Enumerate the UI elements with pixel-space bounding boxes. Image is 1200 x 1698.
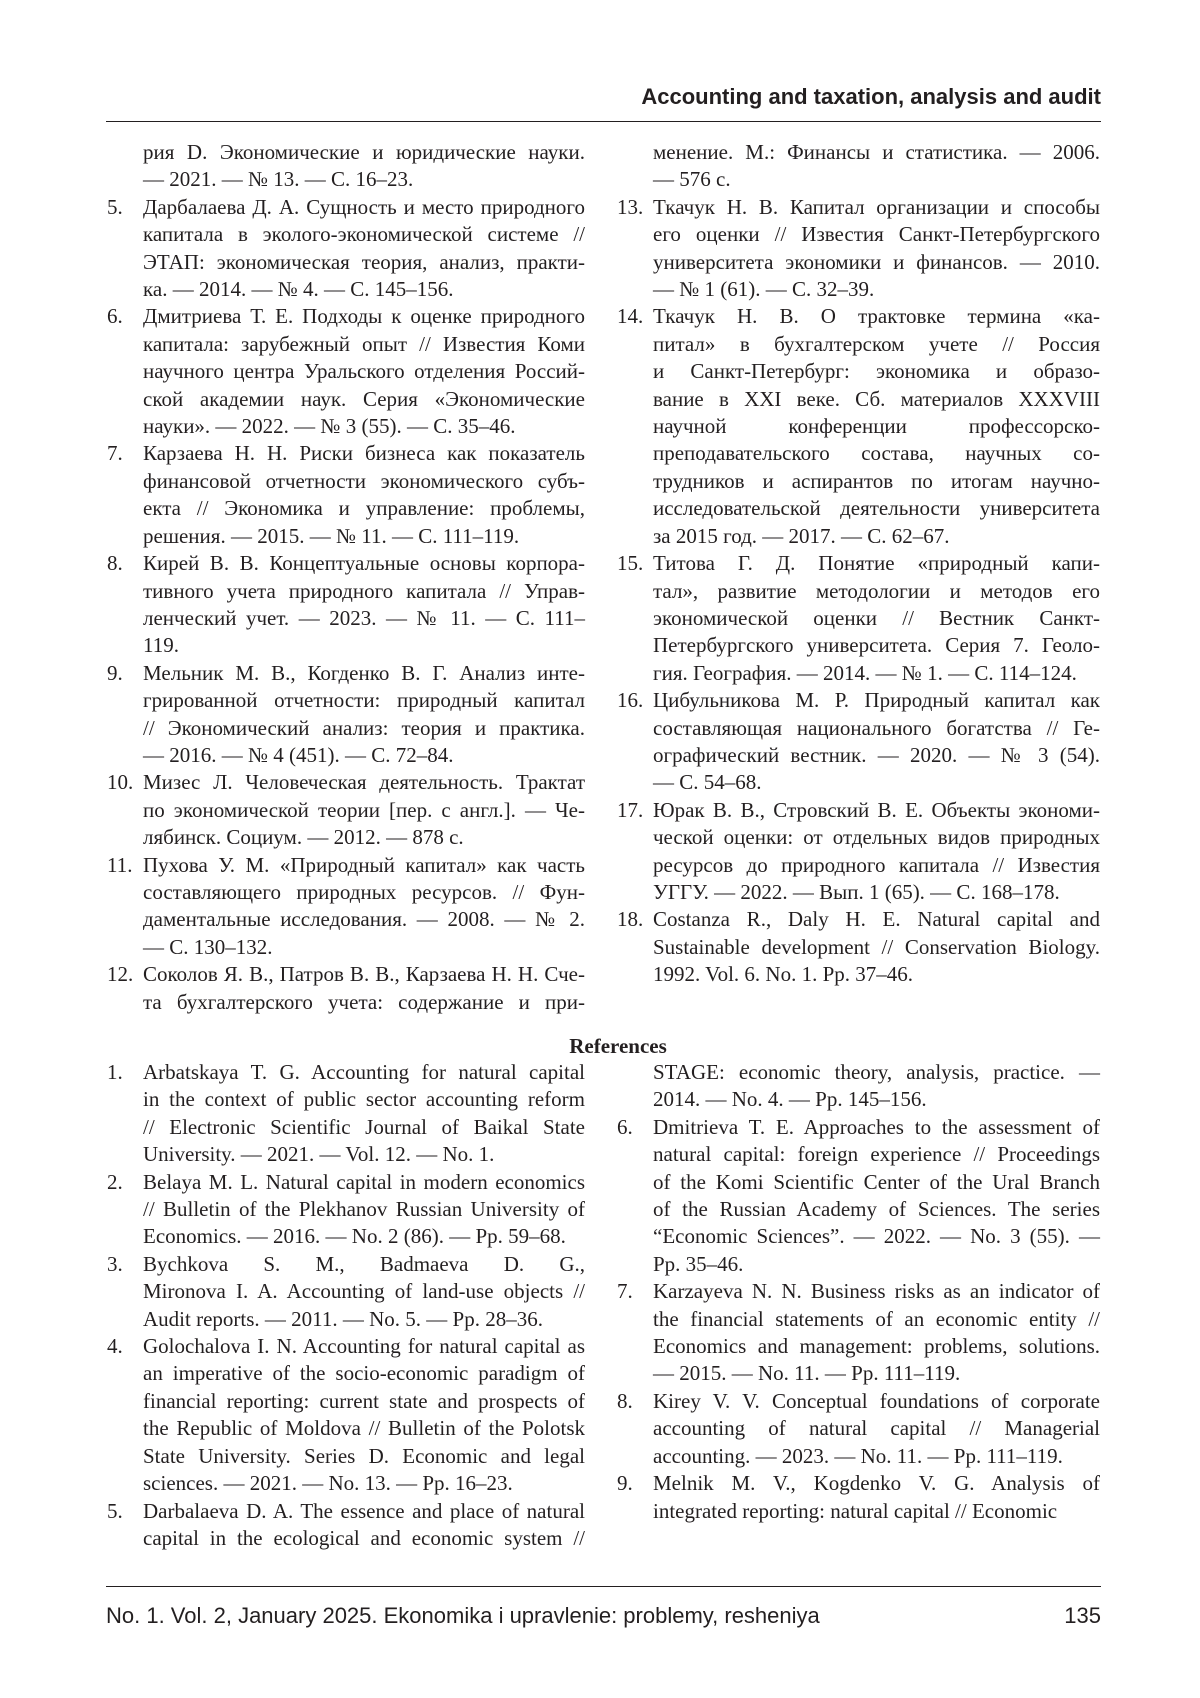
- reference-line: составляющая национального богатства // Ге-: [653, 715, 1100, 742]
- reference-entry: [617, 550, 1100, 687]
- reference-line: науки». — 2022. — № 3 (55). — С. 35–46.: [143, 413, 585, 440]
- reference-entry: [107, 303, 585, 440]
- reference-line: Audit reports. — 2011. — No. 5. — Pp. 28–36.: [143, 1306, 585, 1333]
- reference-number: 13.: [617, 194, 643, 221]
- reference-line: in the context of public sector accounting reform: [143, 1086, 585, 1113]
- reference-number: 7.: [107, 440, 123, 467]
- reference-entry: [107, 1251, 585, 1333]
- reference-line: университета экономики и финансов. — 2010.: [653, 249, 1100, 276]
- reference-line: питал» в бухгалтерском учете // Россия: [653, 331, 1100, 358]
- reference-line: University. — 2021. — Vol. 12. — No. 1.: [143, 1141, 585, 1168]
- reference-entry: [107, 852, 585, 962]
- reference-line: его оценки // Известия Санкт-Петербургского: [653, 221, 1100, 248]
- reference-line: accounting of natural capital // Managerial: [653, 1415, 1100, 1442]
- reference-line: the Republic of Moldova // Bulletin of the Polotsk: [143, 1415, 585, 1442]
- reference-line: Costanza R., Daly H. E. Natural capital and: [653, 906, 1100, 933]
- reference-line: // Bulletin of the Plekhanov Russian University of: [143, 1196, 585, 1223]
- reference-number: 1.: [107, 1059, 123, 1086]
- reference-line: ресурсов до природного капитала // Известия: [653, 852, 1100, 879]
- reference-entry: [107, 961, 585, 1016]
- reference-line: Мизес Л. Человеческая деятельность. Трактат: [143, 769, 585, 796]
- reference-line: natural capital: foreign experience // Proceedings: [653, 1141, 1100, 1168]
- reference-line: гия. География. — 2014. — № 1. — С. 114–124.: [653, 660, 1100, 687]
- reference-line: Pp. 35–46.: [653, 1251, 1100, 1278]
- reference-line: Economics and management: problems, solutions.: [653, 1333, 1100, 1360]
- reference-line: научной конференции профессорско-: [653, 413, 1100, 440]
- russian-refs-left-column: [107, 139, 585, 1016]
- reference-line: // Экономический анализ: теория и практика.: [143, 715, 585, 742]
- reference-line: Melnik M. V., Kogdenko V. G. Analysis of: [653, 1470, 1100, 1497]
- reference-number: 14.: [617, 303, 643, 330]
- reference-number: 5.: [107, 1498, 123, 1525]
- reference-line: accounting. — 2023. — No. 11. — Pp. 111–119.: [653, 1443, 1100, 1470]
- reference-line: 119.: [143, 632, 585, 659]
- reference-entry: [617, 139, 1100, 194]
- references-heading: References: [0, 1034, 1200, 1059]
- reference-number: 7.: [617, 1278, 633, 1305]
- reference-line: тивного учета природного капитала // Управ-: [143, 578, 585, 605]
- reference-line: менение. М.: Финансы и статистика. — 2006.: [653, 139, 1100, 166]
- reference-entry: [107, 550, 585, 660]
- references-left-column: [107, 1059, 585, 1552]
- reference-line: Мельник М. В., Когденко В. Г. Анализ инте-: [143, 660, 585, 687]
- reference-line: екта // Экономика и управление: проблемы,: [143, 495, 585, 522]
- reference-line: Darbalaeva D. A. The essence and place of natural: [143, 1498, 585, 1525]
- reference-number: 15.: [617, 550, 643, 577]
- reference-line: ленческий учет. — 2023. — № 11. — С. 111–: [143, 605, 585, 632]
- reference-line: — С. 54–68.: [653, 769, 1100, 796]
- reference-number: 11.: [107, 852, 132, 879]
- reference-entry: [107, 1169, 585, 1251]
- reference-entry: [107, 1333, 585, 1497]
- reference-line: ческой оценки: от отдельных видов природных: [653, 824, 1100, 851]
- reference-number: 17.: [617, 797, 643, 824]
- reference-line: решения. — 2015. — № 11. — С. 111–119.: [143, 523, 585, 550]
- reference-line: лябинск. Социум. — 2012. — 878 с.: [143, 824, 585, 851]
- page-number: 135: [1064, 1603, 1101, 1629]
- reference-number: 18.: [617, 906, 643, 933]
- reference-line: — 2021. — № 13. — С. 16–23.: [143, 166, 585, 193]
- reference-line: Ткачук Н. В. Капитал организации и способы: [653, 194, 1100, 221]
- reference-line: of the Russian Academy of Sciences. The series: [653, 1196, 1100, 1223]
- reference-line: — 576 с.: [653, 166, 1100, 193]
- reference-entry: [617, 1388, 1100, 1470]
- reference-line: рия D. Экономические и юридические науки.: [143, 139, 585, 166]
- reference-line: преподавательского состава, научных со-: [653, 440, 1100, 467]
- reference-line: — 2015. — No. 11. — Pp. 111–119.: [653, 1360, 1100, 1387]
- reference-line: — № 1 (61). — С. 32–39.: [653, 276, 1100, 303]
- reference-number: 6.: [107, 303, 123, 330]
- reference-line: Economics. — 2016. — No. 2 (86). — Pp. 59–68.: [143, 1223, 585, 1250]
- reference-entry: [617, 1470, 1100, 1525]
- reference-entry: [617, 797, 1100, 907]
- reference-line: “Economic Sciences”. — 2022. — No. 3 (55). —: [653, 1223, 1100, 1250]
- reference-line: Титова Г. Д. Понятие «природный капи-: [653, 550, 1100, 577]
- reference-line: of the Komi Scientific Center of the Ural Branch: [653, 1169, 1100, 1196]
- reference-number: 4.: [107, 1333, 123, 1360]
- reference-line: 2014. — No. 4. — Pp. 145–156.: [653, 1086, 1100, 1113]
- reference-line: капитала: зарубежный опыт // Известия Коми: [143, 331, 585, 358]
- reference-line: научного центра Уральского отделения Россий-: [143, 358, 585, 385]
- references-right-column: [617, 1059, 1100, 1525]
- reference-line: по экономической теории [пер. с англ.]. — Че-: [143, 797, 585, 824]
- reference-line: financial reporting: current state and prospects of: [143, 1388, 585, 1415]
- reference-line: State University. Series D. Economic and legal: [143, 1443, 585, 1470]
- reference-line: даментальные исследования. — 2008. — № 2.: [143, 906, 585, 933]
- reference-line: Golochalova I. N. Accounting for natural capital as: [143, 1333, 585, 1360]
- reference-line: Sustainable development // Conservation Biology.: [653, 934, 1100, 961]
- reference-line: тал», развитие методологии и методов его: [653, 578, 1100, 605]
- reference-line: трудников и аспирантов по итогам научно-: [653, 468, 1100, 495]
- reference-line: STAGE: economic theory, analysis, practice. —: [653, 1059, 1100, 1086]
- reference-line: ЭТАП: экономическая теория, анализ, практи-: [143, 249, 585, 276]
- reference-number: 9.: [107, 660, 123, 687]
- reference-line: Kirey V. V. Conceptual foundations of corporate: [653, 1388, 1100, 1415]
- reference-entry: [617, 906, 1100, 988]
- reference-line: ка. — 2014. — № 4. — С. 145–156.: [143, 276, 585, 303]
- reference-entry: [107, 194, 585, 304]
- page-footer: [106, 1603, 1101, 1629]
- reference-line: Ткачук Н. В. О трактовке термина «ка-: [653, 303, 1100, 330]
- reference-line: Пухова У. М. «Природный капитал» как часть: [143, 852, 585, 879]
- footer-citation: No. 1. Vol. 2, January 2025. Ekonomika i upravlenie: problemy, resheniya: [106, 1603, 820, 1629]
- reference-line: составляющего природных ресурсов. // Фун-: [143, 879, 585, 906]
- reference-line: исследовательской деятельности университета: [653, 495, 1100, 522]
- reference-line: Соколов Я. В., Патров В. В., Карзаева Н. Н. Сче-: [143, 961, 585, 988]
- reference-number: 9.: [617, 1470, 633, 1497]
- reference-line: капитала в эколого-экономической системе //: [143, 221, 585, 248]
- reference-line: Кирей В. В. Концептуальные основы корпора-: [143, 550, 585, 577]
- reference-line: финансовой отчетности экономического субъ-: [143, 468, 585, 495]
- reference-number: 3.: [107, 1251, 123, 1278]
- reference-line: Юрак В. В., Стровский В. Е. Объекты экономи-: [653, 797, 1100, 824]
- reference-line: та бухгалтерского учета: содержание и при-: [143, 989, 585, 1016]
- reference-line: грированной отчетности: природный капитал: [143, 687, 585, 714]
- header-rule: [106, 121, 1101, 122]
- reference-line: Mironova I. A. Accounting of land-use objects //: [143, 1278, 585, 1305]
- reference-line: экономической оценки // Вестник Санкт-: [653, 605, 1100, 632]
- reference-number: 8.: [107, 550, 123, 577]
- reference-line: ской академии наук. Серия «Экономические: [143, 386, 585, 413]
- reference-entry: [617, 1278, 1100, 1388]
- reference-line: Arbatskaya T. G. Accounting for natural capital: [143, 1059, 585, 1086]
- reference-entry: [617, 303, 1100, 550]
- reference-line: Карзаева Н. Н. Риски бизнеса как показатель: [143, 440, 585, 467]
- reference-number: 8.: [617, 1388, 633, 1415]
- reference-number: 10.: [107, 769, 133, 796]
- reference-entry: [107, 660, 585, 770]
- reference-entry: [617, 194, 1100, 304]
- russian-refs-right-column: [617, 139, 1100, 989]
- reference-number: 6.: [617, 1114, 633, 1141]
- reference-line: the financial statements of an economic entity //: [653, 1306, 1100, 1333]
- reference-line: Dmitrieva T. E. Approaches to the assessment of: [653, 1114, 1100, 1141]
- reference-entry: [617, 1059, 1100, 1114]
- reference-number: 12.: [107, 961, 133, 988]
- reference-line: — 2016. — № 4 (451). — С. 72–84.: [143, 742, 585, 769]
- running-header: Accounting and taxation, analysis and audit: [641, 84, 1101, 110]
- reference-number: 16.: [617, 687, 643, 714]
- reference-line: Karzayeva N. N. Business risks as an indicator of: [653, 1278, 1100, 1305]
- reference-entry: [107, 1498, 585, 1553]
- reference-line: Belaya M. L. Natural capital in modern economics: [143, 1169, 585, 1196]
- reference-line: 1992. Vol. 6. No. 1. Pp. 37–46.: [653, 961, 1100, 988]
- reference-line: — С. 130–132.: [143, 934, 585, 961]
- reference-entry: [107, 1059, 585, 1169]
- reference-entry: [617, 687, 1100, 797]
- reference-line: integrated reporting: natural capital // Economic: [653, 1498, 1100, 1525]
- reference-entry: [107, 440, 585, 550]
- reference-number: 2.: [107, 1169, 123, 1196]
- reference-line: ографический вестник. — 2020. — № 3 (54).: [653, 742, 1100, 769]
- reference-line: Дмитриева Т. Е. Подходы к оценке природного: [143, 303, 585, 330]
- reference-line: Петербургского университета. Серия 7. Геоло-: [653, 632, 1100, 659]
- reference-line: за 2015 год. — 2017. — С. 62–67.: [653, 523, 1100, 550]
- reference-number: 5.: [107, 194, 123, 221]
- reference-line: Дарбалаева Д. А. Сущность и место природного: [143, 194, 585, 221]
- reference-line: Bychkova S. M., Badmaeva D. G.,: [143, 1251, 585, 1278]
- reference-line: an imperative of the socio-economic paradigm of: [143, 1360, 585, 1387]
- reference-line: Цибульникова М. Р. Природный капитал как: [653, 687, 1100, 714]
- reference-line: вание в XXI веке. Сб. материалов XXXVIII: [653, 386, 1100, 413]
- reference-line: УГГУ. — 2022. — Вып. 1 (65). — С. 168–178.: [653, 879, 1100, 906]
- reference-entry: [617, 1114, 1100, 1278]
- reference-line: capital in the ecological and economic system //: [143, 1525, 585, 1552]
- footer-rule: [106, 1586, 1101, 1587]
- reference-line: sciences. — 2021. — No. 13. — Pp. 16–23.: [143, 1470, 585, 1497]
- reference-entry: [107, 769, 585, 851]
- reference-line: и Санкт-Петербург: экономика и образо-: [653, 358, 1100, 385]
- reference-entry: [107, 139, 585, 194]
- reference-line: // Electronic Scientific Journal of Baikal State: [143, 1114, 585, 1141]
